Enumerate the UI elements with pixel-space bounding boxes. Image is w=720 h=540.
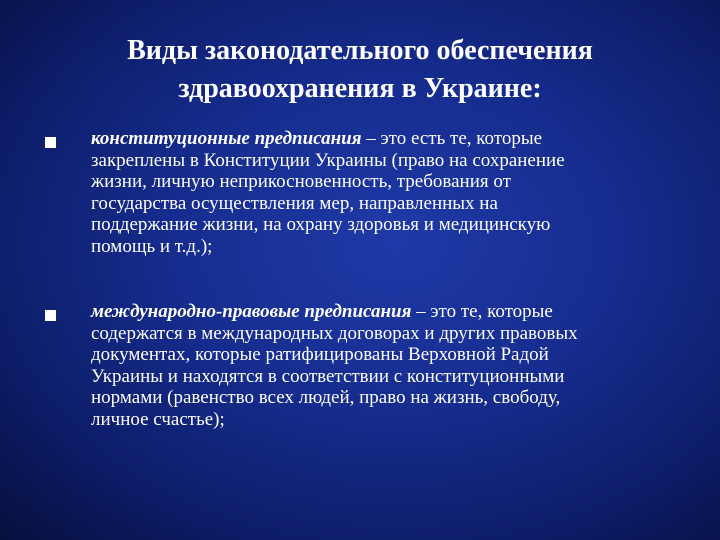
item-text: государства осуществления мер, направленных на	[91, 192, 498, 214]
item-first-line	[91, 128, 691, 150]
item-text: – это есть те, которые	[366, 128, 543, 149]
slide-title	[0, 32, 720, 108]
item-first-line	[91, 301, 691, 323]
item-term: конституционные предписания	[91, 128, 362, 149]
item-text: – это те, которые	[416, 301, 553, 322]
item-text: закреплены в Конституции Украины (право на сохранение	[91, 149, 565, 171]
item-text: жизни, личную неприкосновенность, требования от	[91, 171, 511, 192]
item-term: международно-правовые предписания	[91, 301, 412, 322]
item-text: нормами (равенство всех людей, право на жизнь, свободу,	[91, 387, 561, 408]
item-text: помощь и т.д.);	[91, 235, 213, 257]
bullet-square-icon	[45, 137, 56, 148]
item-text: Украины и находятся в соответствии с конституционными	[91, 365, 565, 387]
item-text: поддержание жизни, на охрану здоровья и медицинскую	[91, 214, 551, 235]
list-item-international	[91, 301, 691, 430]
item-text: содержатся в международных договорах и других правовых	[91, 322, 578, 344]
title-line-1: Виды законодательного обеспечения	[127, 35, 593, 66]
list-item-constitutional	[91, 128, 691, 257]
item-text: документах, которые ратифицированы Верховной Радой	[91, 344, 549, 365]
item-text: личное счастье);	[91, 408, 225, 430]
title-line-2: здравоохранения в Украине:	[178, 73, 542, 104]
bullet-square-icon	[45, 310, 56, 321]
